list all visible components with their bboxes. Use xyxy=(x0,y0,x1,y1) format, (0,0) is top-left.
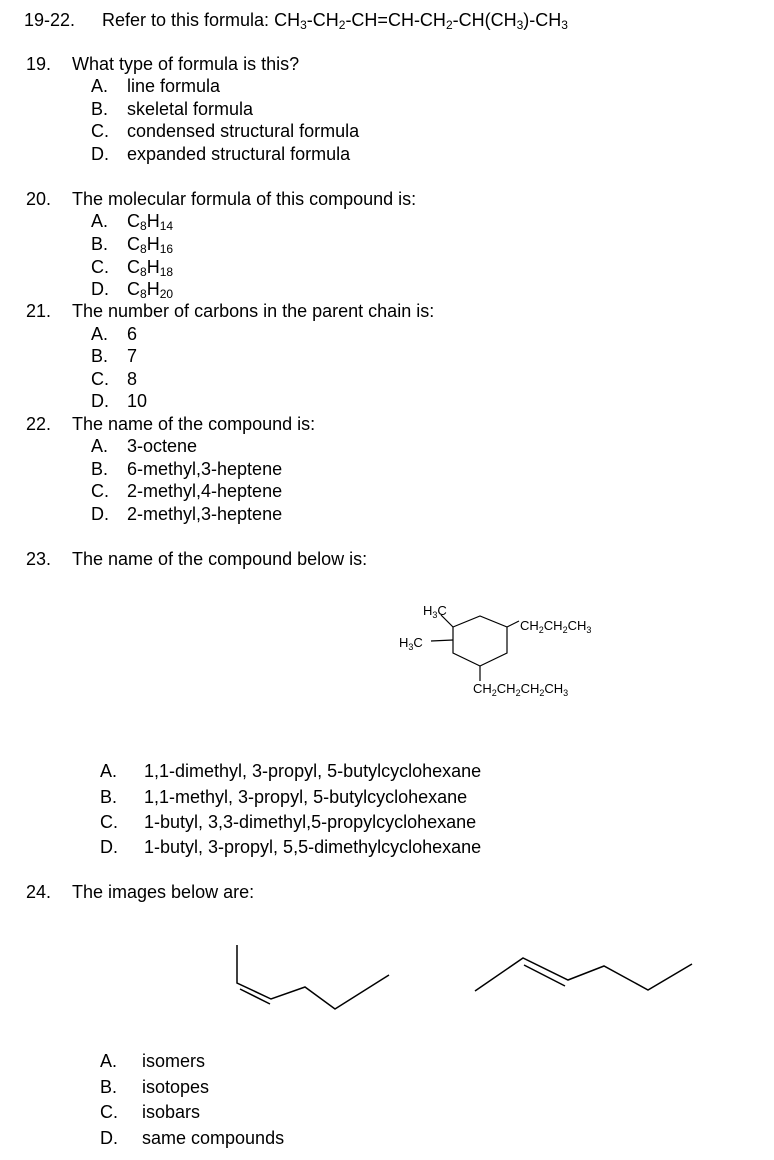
q24-question: The images below are: xyxy=(72,882,255,902)
q22-option-a[interactable]: 3-octene xyxy=(127,436,198,456)
q24-option-b-letter[interactable]: B. xyxy=(100,1077,118,1097)
q20-option-a[interactable]: $C_8H_{14}$ xyxy=(127,211,174,233)
header-formula-text: Refer to this formula: $CH_3-CH_2-CH=CH-CH_2-CH(CH_3)-CH_3$ xyxy=(102,10,568,32)
q22-question: The name of the compound is: xyxy=(72,414,316,434)
label-butyl: $CH_2CH_2CH_2CH_3$ xyxy=(473,681,569,698)
q20-option-a-letter[interactable]: A. xyxy=(91,211,109,231)
q19-option-a-letter[interactable]: A. xyxy=(91,76,109,96)
q22-option-a-letter[interactable]: A. xyxy=(91,436,109,456)
q24-option-d-letter[interactable]: D. xyxy=(100,1128,118,1148)
q21-option-a-letter[interactable]: A. xyxy=(91,324,109,344)
q24-skeletal-structure-2 xyxy=(470,950,700,1000)
q23-option-b[interactable]: 1,1-methyl, 3-propyl, 5-butylcyclohexane xyxy=(144,787,468,807)
q24-number: 24. xyxy=(26,882,52,902)
q19-option-b-letter[interactable]: B. xyxy=(91,99,109,119)
q20-question: The molecular formula of this compound is: xyxy=(72,189,417,209)
q23-question: The name of the compound below is: xyxy=(72,549,368,569)
bond-propyl xyxy=(507,621,519,627)
q23-option-c-letter[interactable]: C. xyxy=(100,812,118,832)
label-h3c-top: $H_3C$ xyxy=(423,603,447,620)
q19-option-b[interactable]: skeletal formula xyxy=(127,99,254,119)
q19-question: What type of formula is this? xyxy=(72,54,300,74)
q20-number: 20. xyxy=(26,189,52,209)
q21-option-d-letter[interactable]: D. xyxy=(91,391,109,411)
header-number: 19-22. xyxy=(24,10,76,30)
q23-number: 23. xyxy=(26,549,52,569)
chain-2 xyxy=(475,958,692,991)
q23-option-d-letter[interactable]: D. xyxy=(100,837,118,857)
q20-option-c[interactable]: $C_8H_{18}$ xyxy=(127,257,174,279)
header-formula xyxy=(102,9,568,31)
q23-option-b-letter[interactable]: B. xyxy=(100,787,118,807)
q22-option-b-letter[interactable]: B. xyxy=(91,459,109,479)
q22-option-d[interactable]: 2-methyl,3-heptene xyxy=(127,504,283,524)
q24-option-c[interactable]: isobars xyxy=(142,1102,201,1122)
bond-methyl-left xyxy=(431,640,453,641)
q23-option-a-letter[interactable]: A. xyxy=(100,761,118,781)
q21-number: 21. xyxy=(26,301,52,321)
q21-option-c[interactable]: 8 xyxy=(127,369,138,389)
cyclohexane-ring xyxy=(453,616,507,666)
q24-option-d[interactable]: same compounds xyxy=(142,1128,285,1148)
label-h3c-left: $H_3C$ xyxy=(399,635,423,652)
q19-option-d-letter[interactable]: D. xyxy=(91,144,109,164)
q21-option-b-letter[interactable]: B. xyxy=(91,346,109,366)
q23-cyclohexane-structure xyxy=(385,595,625,737)
q23-option-a[interactable]: 1,1-dimethyl, 3-propyl, 5-butylcyclohexane xyxy=(144,761,482,781)
q24-skeletal-structure-1 xyxy=(225,935,405,1017)
q21-option-c-letter[interactable]: C. xyxy=(91,369,109,389)
q24-option-a-letter[interactable]: A. xyxy=(100,1051,118,1071)
q22-option-c-letter[interactable]: C. xyxy=(91,481,109,501)
q22-option-c[interactable]: 2-methyl,4-heptene xyxy=(127,481,283,501)
q23-option-c[interactable]: 1-butyl, 3,3-dimethyl,5-propylcyclohexane xyxy=(144,812,477,832)
q21-option-d[interactable]: 10 xyxy=(127,391,148,411)
label-propyl: $CH_2CH_2CH_3$ xyxy=(520,618,592,635)
q19-number: 19. xyxy=(26,54,52,74)
q19-option-c[interactable]: condensed structural formula xyxy=(127,121,360,141)
q20-option-c-letter[interactable]: C. xyxy=(91,257,109,277)
q24-option-a[interactable]: isomers xyxy=(142,1051,206,1071)
q21-option-b[interactable]: 7 xyxy=(127,346,138,366)
q24-option-c-letter[interactable]: C. xyxy=(100,1102,118,1122)
q19-option-c-letter[interactable]: C. xyxy=(91,121,109,141)
q20-option-b[interactable]: $C_8H_{16}$ xyxy=(127,234,174,256)
q19-option-d[interactable]: expanded structural formula xyxy=(127,144,351,164)
q22-option-b[interactable]: 6-methyl,3-heptene xyxy=(127,459,283,479)
q19-option-a[interactable]: line formula xyxy=(127,76,221,96)
q20-option-b-letter[interactable]: B. xyxy=(91,234,109,254)
q21-question: The number of carbons in the parent chain is: xyxy=(72,301,435,321)
q22-number: 22. xyxy=(26,414,52,434)
q20-option-d-letter[interactable]: D. xyxy=(91,279,109,299)
q21-option-a[interactable]: 6 xyxy=(127,324,138,344)
q22-option-d-letter[interactable]: D. xyxy=(91,504,109,524)
q23-option-d[interactable]: 1-butyl, 3-propyl, 5,5-dimethylcyclohexane xyxy=(144,837,482,857)
q20-option-d[interactable]: $C_8H_{20}$ xyxy=(127,279,174,301)
q24-option-b[interactable]: isotopes xyxy=(142,1077,210,1097)
